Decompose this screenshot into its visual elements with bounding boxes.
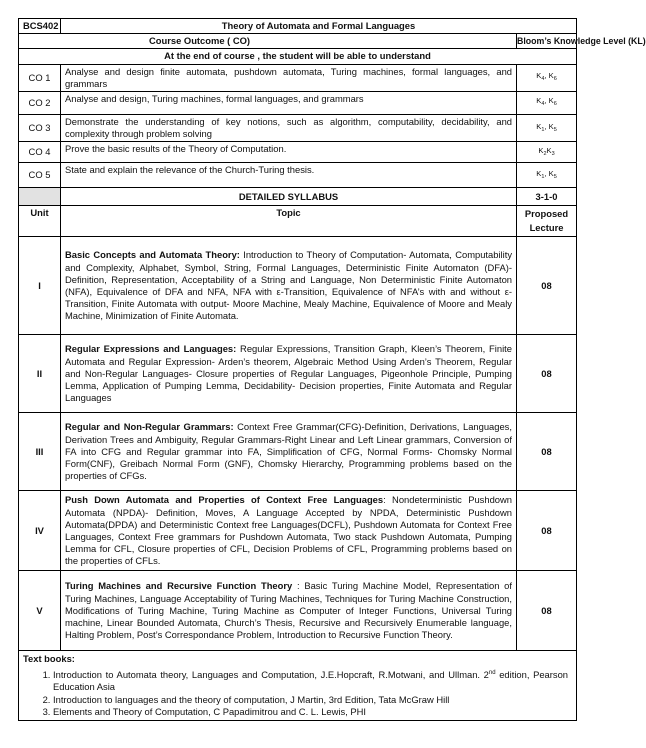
unit-lectures: 08 [517,491,577,571]
unit-number: I [19,237,61,335]
outcome-row [19,142,577,163]
co-kl: $K_1$, $K_5$ [517,115,577,142]
unit-row [19,491,577,571]
co-text: State and explain the relevance of the Church-Turing thesis. [61,163,517,188]
unit-number: III [19,413,61,491]
unit-body: Regular Expressions, Transition Graph, Kleen’s Theorem, Finite Automata and Regular Expression- Arden’s theorem, Algebraic Method Using Arden’s Theorem, Regular and Non-Regular Languages- Closure properties of Regular Languages, Pigeonhole Principle, Pumping Lemma, Application of Pumping Lemma, Decidability- Decision properties, Finite Automata and Regular Languages [65,343,512,404]
co-header-label: Course Outcome ( CO) [149,35,251,47]
unit-body: Introduction to Theory of Computation- Automata, Computability and Complexity, Alphabet, Symbol, String, Formal Languages, Deterministic Finite Automaton (DFA)- Definition, Representation, Acceptability of a String and Language, Non Deterministic Finite Automaton (NFA), Equivalence of DFA and NFA, NFA with ε-Transition, Equivalence of NFA’s with and without ε-Transition, Finite Automata with output- Moore Machine, Mealy Machine, Equivalence of Moore and Mealy Machine, Minimization of Finite Automata. [65,249,513,322]
co-id: CO 1 [19,64,61,91]
unit-topic [61,335,517,413]
unit-lectures: 08 [517,413,577,491]
co-text: Analyse and design, Turing machines, formal languages, and grammars [61,92,517,115]
unit-body: Context Free Grammar(CFG)-Definition, Derivations, Languages, Derivation Trees and Ambiguity, Regular Grammars-Right Linear and Left Linear grammars, Conversion of FA into CFG and Regular grammar into FA, Simplification of CFG, Normal Forms- Chomsky Normal Form(CNF), Greibach Normal Form (GNF), Chomsky Hierarchy, Programming problems based on the properties of CFGs. [65,421,512,482]
co-kl: $K_2K_3$ [517,142,577,163]
co-id: CO 5 [19,163,61,188]
unit-col-header: Unit [19,206,61,237]
textbook-item: 3. Elements and Theory of Computation, C Papadimitrou and C. L. Lewis, PHI [53,706,572,718]
unit-topic [61,237,517,335]
outcome-row [19,115,577,142]
unit-row [19,413,577,491]
outcome-row [19,163,577,188]
syllabus-title-row [19,188,577,206]
unit-lectures: 08 [517,335,577,413]
textbooks [19,651,577,720]
unit-lectures: 08 [517,571,577,651]
unit-topic [61,413,517,491]
lecture-col-header: Proposed Lecture [517,206,577,237]
outcome-row [19,64,577,91]
outcome-row [19,92,577,115]
course-header-row [19,19,577,34]
co-id: CO 2 [19,92,61,115]
unit-heading: Regular and Non-Regular Grammars: [65,421,234,433]
unit-body: : Basic Turing Machine Model, Representation of Turing Machines, Language Acceptability of Turing Machines, Techniques for Turing Machine Construction, Modifications of Turing Machine, Turing Machine as Computer of Integer Functions, Universal Turing machine, Linear Bounded Automata, Church’s Thesis, Recursive and Recursively Enumerable language, Halting Problem, Post’s Correspondance Problem, Introduction to Recursive Function Theory. [65,580,513,641]
outcome-intro: At the end of course , the student will be able to understand [19,49,577,64]
outcome-intro-row [19,49,577,64]
co-header [19,34,517,49]
co-kl: $K_1$, $K_5$ [517,163,577,188]
textbook-item: 2. Introduction to languages and the theory of computation, J Martin, 3rd Edition, Tata McGraw Hill [53,694,572,706]
syllabus-header-row [19,206,577,237]
unit-topic [61,571,517,651]
co-text: Demonstrate the understanding of key notions, such as algorithm, computability, decidability, and complexity through problem solving [61,115,517,142]
outcome-header-row [19,34,577,49]
co-kl: $K_4$, $K_6$ [517,92,577,115]
unit-topic [61,491,517,571]
unit-heading: Basic Concepts and Automata Theory: [65,249,240,261]
unit-row [19,571,577,651]
textbooks-row [19,651,577,720]
unit-row [19,237,577,335]
textbooks-title: Text books: [23,653,75,665]
unit-row [19,335,577,413]
unit-number: II [19,335,61,413]
syllabus-table [18,18,646,721]
unit-number: V [19,571,61,651]
topic-col-header: Topic [61,206,517,237]
co-text: Prove the basic results of the Theory of Computation. [61,142,517,163]
unit-heading: Push Down Automata and Properties of Context Free Languages [65,494,384,506]
unit-body: : Nondeterministic Pushdown Automata (NPDA)- Definition, Moves, A Language Accepted by NPDA, Deterministic Pushdown Automata(DPDA) and Deterministic Context free Languages(DCFL), Pushdown Automata for Context Free Languages, Context Free grammars for Pushdown Automata, Two stack Pushdown Automata, Pumping Lemma for CFL, Closure properties of CFL, Decision Problems of CFL, Programming problems based on the properties of CFLs. [65,494,512,567]
course-code: BCS402 [19,19,61,34]
syllabus-title: DETAILED SYLLABUS [61,188,517,206]
co-text: Analyse and design finite automata, pushdown automata, Turing machines, formal languages, and grammars [61,64,517,91]
unit-heading: Regular Expressions and Languages: [65,343,237,355]
syllabus-document [18,18,646,721]
unit-number: IV [19,491,61,571]
unit-heading: Turing Machines and Recursive Function Theory [65,580,293,592]
kl-header-label: Bloom’s Knowledge Level (KL) [517,36,646,47]
syllabus-ltp: 3-1-0 [517,188,577,206]
unit-lectures: 08 [517,237,577,335]
course-title: Theory of Automata and Formal Languages [61,19,577,34]
textbook-list [23,667,572,719]
textbook-item: 1. Introduction to Automata theory, Languages and Computation, J.E.Hopcraft, R.Motwani, and Ullman. 2nd edition, Pearson Education Asia [53,667,572,694]
kl-header [517,34,646,49]
co-id: CO 3 [19,115,61,142]
co-id: CO 4 [19,142,61,163]
co-kl: $K_4$, $K_6$ [517,64,577,91]
syllabus-title-blank [19,188,61,206]
